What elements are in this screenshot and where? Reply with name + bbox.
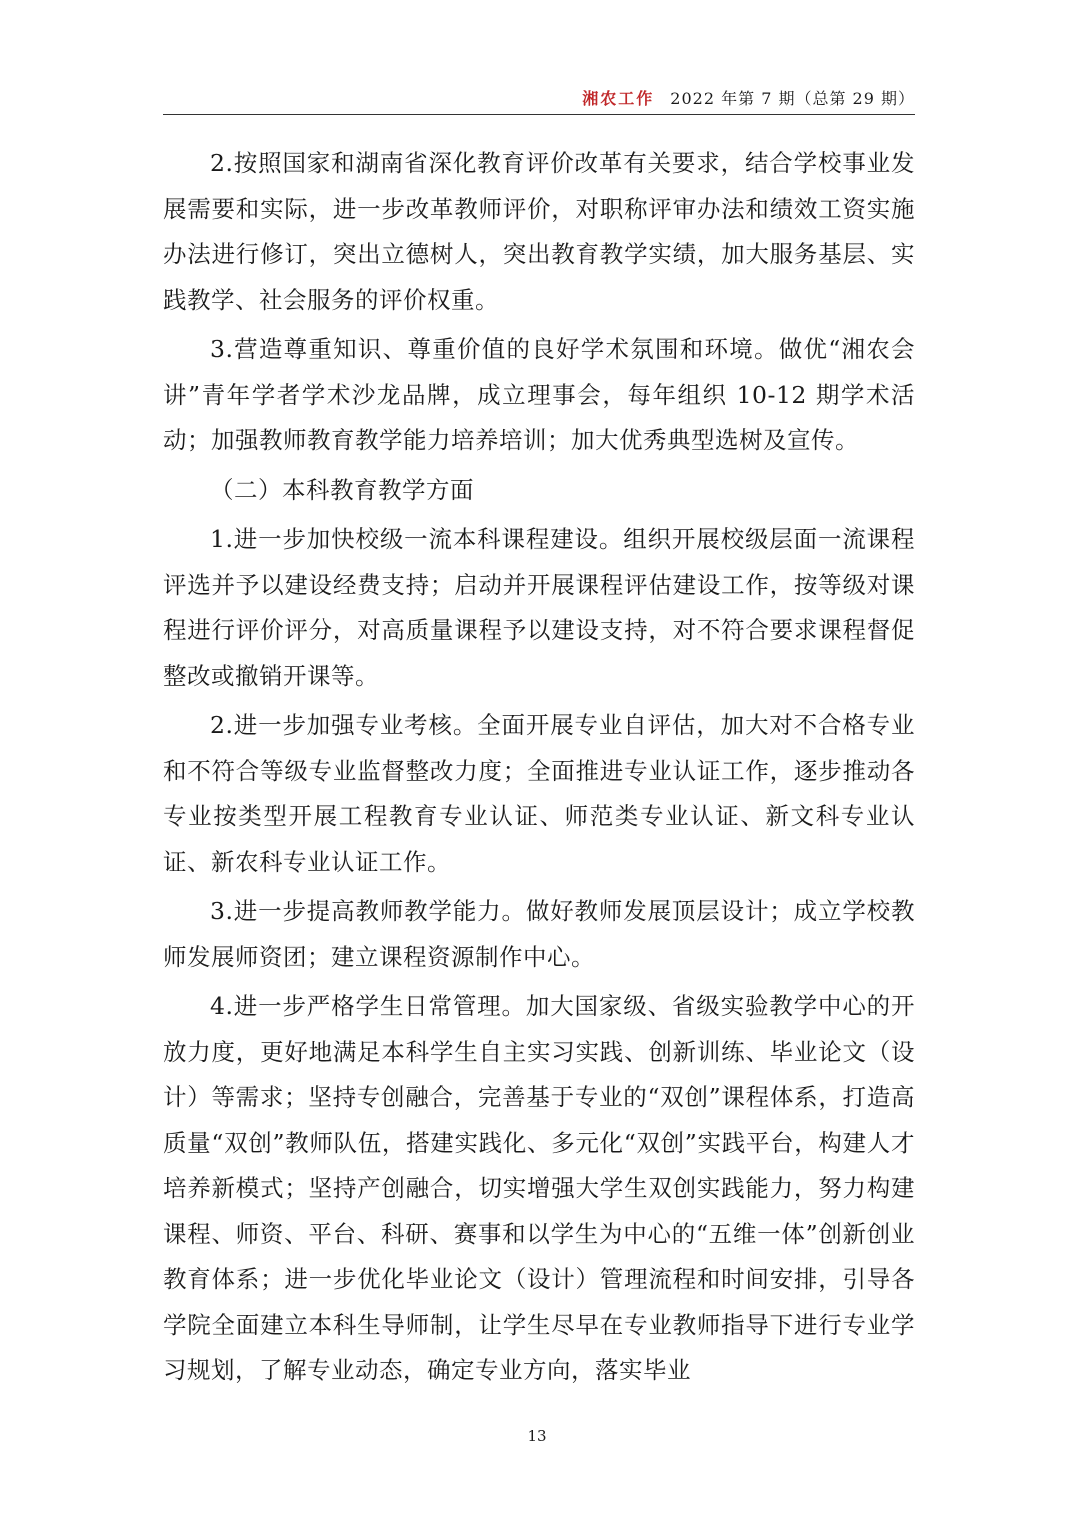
page-number: 13 bbox=[527, 1427, 547, 1445]
paragraph-teaching-ability: 3.进一步提高教师教学能力。做好教师发展顶层设计；成立学校教师发展师资团；建立课程资源制作中心。 bbox=[163, 897, 915, 971]
publication-name: 湘农工作 bbox=[582, 89, 655, 108]
paragraph-academic-atmosphere: 3.营造尊重知识、尊重价值的良好学术氛围和环境。做优“湘农会讲”青年学者学术沙龙品牌，成立理事会，每年组织 10-12 期学术活动；加强教师教育教学能力培养培训；加大优秀典型选树及宣传。 bbox=[163, 335, 915, 454]
paragraph-major-assessment: 2.进一步加强专业考核。全面开展专业自评估，加大对不合格专业和不符合等级专业监督整改力度；全面推进专业认证工作，逐步推动各专业按类型开展工程教育专业认证、师范类专业认证、新文科专业认证、新农科专业认证工作。 bbox=[163, 711, 915, 876]
section-heading-undergraduate: （二）本科教育教学方面 bbox=[210, 475, 474, 504]
paragraph-course-construction: 1.进一步加快校级一流本科课程建设。组织开展校级层面一流课程评选并予以建设经费支持；启动并开展课程评估建设工作，按等级对课程进行评价评分，对高质量课程予以建设支持，对不符合要求课程督促整改或撤销开课等。 bbox=[163, 525, 915, 690]
issue-info: 2022 年第 7 期（总第 29 期） bbox=[670, 89, 915, 108]
running-header bbox=[163, 86, 915, 112]
body-text bbox=[163, 141, 915, 1398]
header-divider bbox=[163, 114, 915, 115]
paragraph-student-management: 4.进一步严格学生日常管理。加大国家级、省级实验教学中心的开放力度，更好地满足本科学生自主实习实践、创新训练、毕业论文（设计）等需求；坚持专创融合，完善基于专业的“双创”课程体系，打造高质量“双创”教师队伍，搭建实践化、多元化“双创”实践平台，构建人才培养新模式；坚持产创融合，切实增强大学生双创实践能力，努力构建课程、师资、平台、科研、赛事和以学生为中心的“五维一体”创新创业教育体系；进一步优化毕业论文（设计）管理流程和时间安排，引导各学院全面建立本科生导师制，让学生尽早在专业教师指导下进行专业学习规划，了解专业动态，确定专业方向，落实毕业 bbox=[163, 992, 915, 1384]
paragraph-teacher-evaluation: 2.按照国家和湖南省深化教育评价改革有关要求，结合学校事业发展需要和实际，进一步改革教师评价，对职称评审办法和绩效工资实施办法进行修订，突出立德树人，突出教育教学实绩，加大服务基层、实践教学、社会服务的评价权重。 bbox=[163, 149, 915, 314]
